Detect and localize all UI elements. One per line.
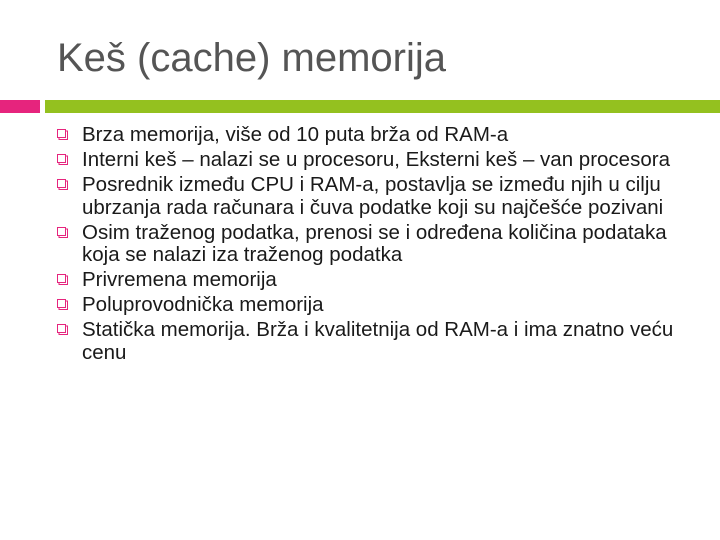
hollow-square-bullet-icon — [57, 154, 68, 165]
hollow-square-bullet-icon — [57, 179, 68, 190]
bullet-text: Privremena memorija — [82, 268, 277, 291]
accent-bar-pink — [0, 100, 40, 113]
hollow-square-bullet-icon — [57, 324, 68, 335]
accent-bar-green — [45, 100, 720, 113]
bullet-text: Poluprovodnička memorija — [82, 293, 324, 316]
bullet-item — [57, 269, 707, 292]
bullet-text: Brza memorija, više od 10 puta brža od RAM-a — [82, 123, 509, 146]
bullet-item — [57, 174, 707, 219]
bullet-item — [57, 294, 707, 317]
bullet-item — [57, 319, 707, 364]
bullet-list — [57, 124, 707, 367]
bullet-item — [57, 124, 707, 147]
bullet-item — [57, 149, 707, 172]
hollow-square-bullet-icon — [57, 299, 68, 310]
bullet-text: Interni keš – nalazi se u procesoru, Eksterni keš – van procesora — [82, 148, 670, 171]
hollow-square-bullet-icon — [57, 227, 68, 238]
hollow-square-bullet-icon — [57, 129, 68, 140]
bullet-text: Posrednik između CPU i RAM-a, postavlja se između njih u cilju ubrzanja rada računara i čuva podatke koji su najčešće pozivani — [82, 173, 664, 219]
bullet-item — [57, 222, 707, 267]
hollow-square-bullet-icon — [57, 274, 68, 285]
slide-title: Keš (cache) memorija — [57, 36, 447, 80]
bullet-text: Osim traženog podatka, prenosi se i određena količina podataka koja se nalazi iza traženog podatka — [82, 220, 667, 266]
bullet-text: Statička memorija. Brža i kvalitetnija od RAM-a i ima znatno veću cenu — [82, 318, 674, 364]
